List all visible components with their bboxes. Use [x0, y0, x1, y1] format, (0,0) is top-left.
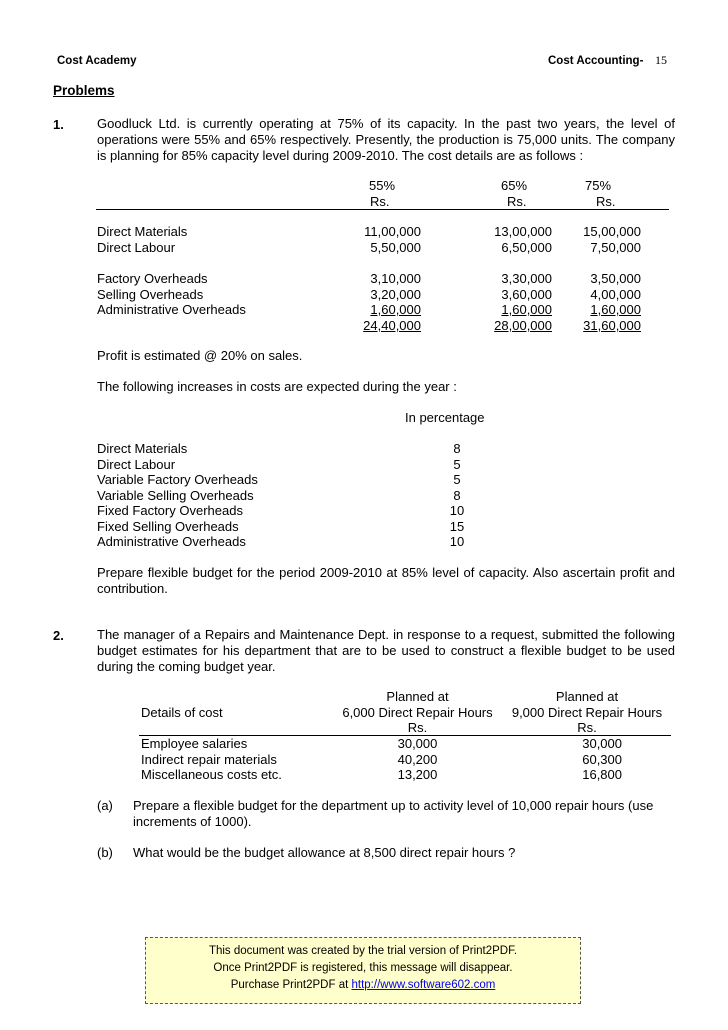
profit-note: Profit is estimated @ 20% on sales. — [97, 348, 303, 363]
col-75-unit: Rs. — [596, 194, 616, 209]
total-55: 24,40,000 — [363, 318, 421, 333]
cell-55: 11,00,000 — [364, 224, 421, 239]
notice-line-3 — [146, 977, 580, 994]
sub-a-marker: (a) — [97, 798, 113, 813]
p2-row-label: Indirect repair materials — [141, 752, 277, 767]
software602-link[interactable]: http://www.software602.com — [351, 979, 496, 991]
increase-label: Direct Labour — [97, 457, 176, 472]
cell-65: 3,30,000 — [501, 271, 552, 286]
p2-col2-unit: Rs. — [577, 720, 597, 735]
increase-value: 10 — [449, 503, 465, 518]
p2-col1-unit: Rs. — [407, 720, 428, 735]
total-65: 28,00,000 — [494, 318, 552, 333]
cell-55: 3,20,000 — [370, 287, 421, 302]
cell-55: 5,50,000 — [370, 240, 421, 255]
increase-value: 8 — [453, 441, 461, 456]
col-75-pct: 75% — [585, 178, 612, 193]
increase-label: Administrative Overheads — [97, 534, 246, 549]
p2-row-label: Miscellaneous costs etc. — [141, 767, 282, 782]
p2-cell-6000: 13,200 — [397, 767, 438, 782]
cell-65: 6,50,000 — [501, 240, 552, 255]
increase-value: 8 — [453, 488, 461, 503]
problem-1-task: Prepare flexible budget for the period 2009-2010 at 85% level of capacity. Also ascertain profit and contribution. — [97, 565, 675, 596]
problem-2-paragraph: The manager of a Repairs and Maintenance Dept. in response to a request, submitted the following budget estimates for his department that are to be used to construct a flexible budget to be used during the coming budget year. — [97, 627, 675, 674]
trial-notice-box — [145, 937, 581, 1004]
table-1-header-rule — [96, 209, 669, 210]
increase-header: In percentage — [405, 410, 485, 425]
p2-col-label: Details of cost — [141, 705, 223, 720]
increase-label: Variable Selling Overheads — [97, 488, 254, 503]
col-55-unit: Rs. — [370, 194, 390, 209]
cell-65: 1,60,000 — [501, 302, 552, 317]
problem-2-number: 2. — [53, 628, 64, 643]
cell-75: 4,00,000 — [590, 287, 641, 302]
total-75: 31,60,000 — [583, 318, 641, 333]
p2-col2-line2: 9,000 Direct Repair Hours — [511, 705, 663, 720]
p2-cell-9000: 60,300 — [582, 752, 622, 767]
notice-line-3-prefix: Purchase Print2PDF at — [230, 979, 352, 991]
p2-col2-line1: Planned at — [555, 689, 619, 704]
p2-col1-line2: 6,000 Direct Repair Hours — [342, 705, 493, 720]
sub-a-text: Prepare a flexible budget for the department up to activity level of 10,000 repair hours (use increments of 1000). — [133, 798, 654, 829]
cell-65: 3,60,000 — [501, 287, 552, 302]
problem-1-paragraph: Goodluck Ltd. is currently operating at 75% of its capacity. In the past two years, the level of operations were 55% and 65% respectively. Presently, the production is 75,000 units. The company is planning for 85% capacity level during 2009-2010. The cost details are as follows : — [97, 116, 675, 163]
col-55-pct: 55% — [369, 178, 396, 193]
cell-75: 3,50,000 — [590, 271, 641, 286]
p2-col1-line1: Planned at — [386, 689, 449, 704]
increase-label: Variable Factory Overheads — [97, 472, 258, 487]
row-label: Direct Materials — [97, 224, 188, 239]
notice-line-1: This document was created by the trial version of Print2PDF. — [208, 945, 518, 957]
row-label: Selling Overheads — [97, 287, 204, 302]
row-label: Factory Overheads — [97, 271, 208, 286]
cell-75: 15,00,000 — [583, 224, 641, 239]
increase-label: Fixed Factory Overheads — [97, 503, 243, 518]
cell-75: 7,50,000 — [590, 240, 641, 255]
increase-value: 5 — [453, 457, 461, 472]
cell-65: 13,00,000 — [494, 224, 552, 239]
header-left: Cost Academy — [57, 55, 137, 67]
p2-cell-9000: 30,000 — [582, 736, 622, 751]
header-right: Cost Accounting- — [548, 55, 644, 67]
cell-55: 3,10,000 — [370, 271, 421, 286]
col-65-unit: Rs. — [507, 194, 527, 209]
page-number: 15 — [655, 53, 667, 67]
cell-75: 1,60,000 — [590, 302, 641, 317]
increase-value: 5 — [453, 472, 461, 487]
problem-1-number: 1. — [53, 117, 64, 132]
p2-cell-6000: 30,000 — [397, 736, 438, 751]
sub-b-marker: (b) — [97, 845, 113, 860]
increase-label: Fixed Selling Overheads — [97, 519, 239, 534]
increase-value: 15 — [449, 519, 465, 534]
p2-cell-6000: 40,200 — [397, 752, 438, 767]
section-title: Problems — [53, 83, 115, 98]
increase-value: 10 — [449, 534, 465, 549]
sub-b-text: What would be the budget allowance at 8,500 direct repair hours ? — [133, 845, 516, 860]
increase-intro: The following increases in costs are expected during the year : — [97, 379, 457, 394]
increase-label: Direct Materials — [97, 441, 188, 456]
col-65-pct: 65% — [501, 178, 528, 193]
row-label: Direct Labour — [97, 240, 176, 255]
row-label: Administrative Overheads — [97, 302, 246, 317]
p2-row-label: Employee salaries — [141, 736, 248, 751]
notice-line-2: Once Print2PDF is registered, this message will disappear. — [213, 962, 513, 974]
p2-cell-9000: 16,800 — [582, 767, 622, 782]
cell-55: 1,60,000 — [370, 302, 421, 317]
